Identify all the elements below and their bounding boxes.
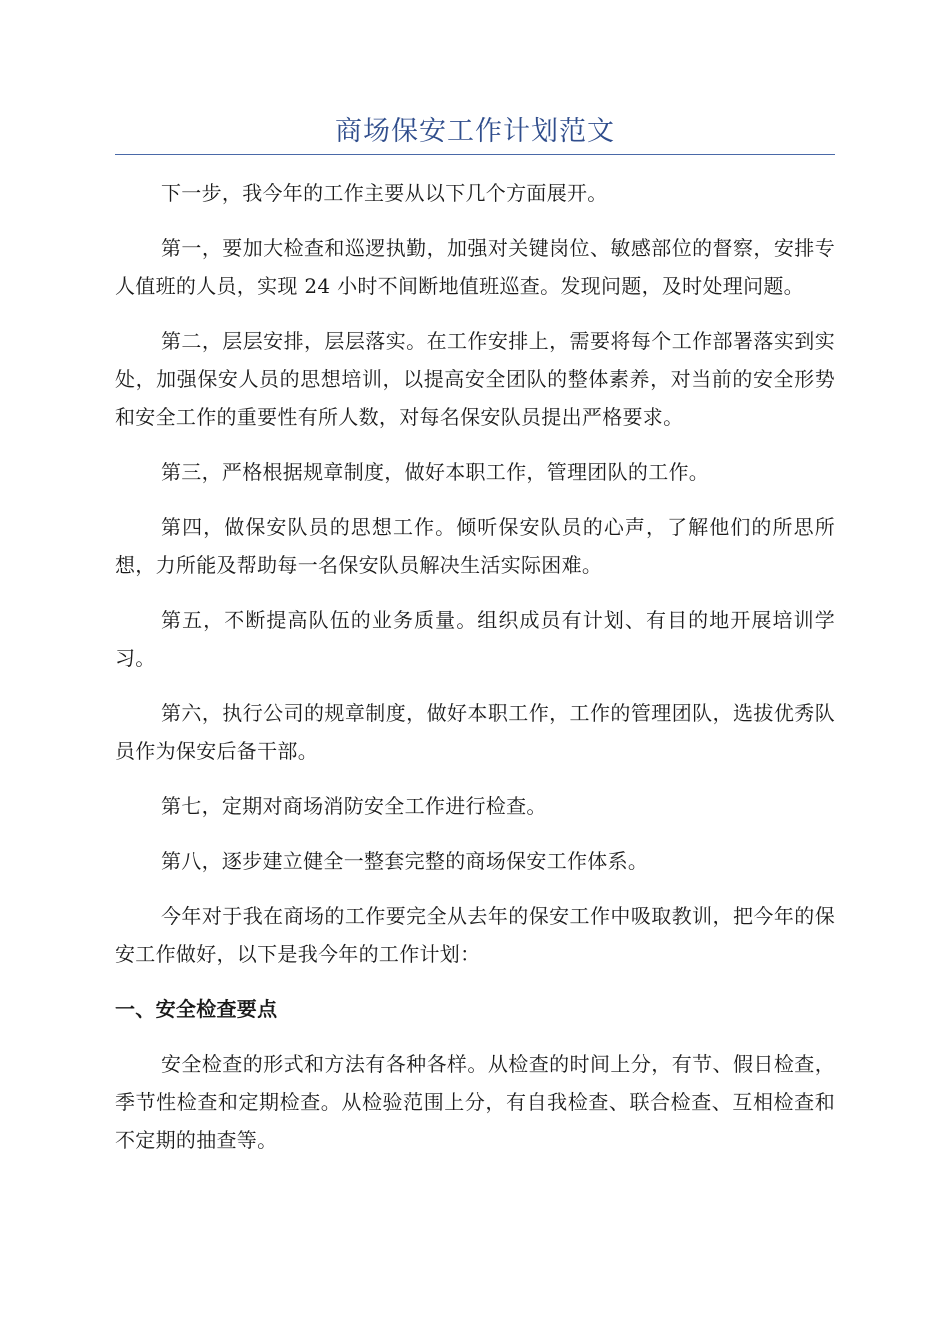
paragraph-item-3: 第三，严格根据规章制度，做好本职工作，管理团队的工作。: [161, 460, 710, 484]
section-heading: 一、安全检查要点: [115, 997, 278, 1021]
paragraph-item-5: 第五，不断提高队伍的业务质量。组织成员有计划、有目的地开展培训学习。: [115, 608, 835, 670]
paragraph-item-8: 第八，逐步建立健全一整套完整的商场保安工作体系。: [161, 849, 649, 873]
document-body: [115, 174, 835, 1176]
section-paragraph: 安全检查的形式和方法有各种各样。从检查的时间上分，有节、假日检查，季节性检查和定期检查。从检验范围上分，有自我检查、联合检查、互相检查和不定期的抽查等。: [115, 1052, 835, 1152]
paragraph-item-2: 第二，层层安排，层层落实。在工作安排上，需要将每个工作部署落实到实处，加强保安人员的思想培训，以提高安全团队的整体素养，对当前的安全形势和安全工作的重要性有所人数，对每名保安队员提出严格要求。: [115, 329, 835, 429]
title-underline: [115, 154, 835, 155]
paragraph-item-7: 第七，定期对商场消防安全工作进行检查。: [161, 794, 547, 818]
paragraph-item-6: 第六，执行公司的规章制度，做好本职工作，工作的管理团队，选拔优秀队员作为保安后备干部。: [115, 701, 835, 763]
paragraph-intro: 下一步，我今年的工作主要从以下几个方面展开。: [161, 181, 608, 205]
paragraph-item-1: 第一，要加大检查和巡逻执勤，加强对关键岗位、敏感部位的督察，安排专人值班的人员，实现 24 小时不间断地值班巡查。发现问题，及时处理问题。: [115, 236, 835, 298]
paragraph-plan-intro: 今年对于我在商场的工作要完全从去年的保安工作中吸取教训，把今年的保安工作做好，以下是我今年的工作计划：: [115, 904, 835, 966]
document-title: 商场保安工作计划范文: [335, 116, 615, 147]
paragraph-item-4: 第四，做保安队员的思想工作。倾听保安队员的心声，了解他们的所思所想，力所能及帮助每一名保安队员解决生活实际困难。: [115, 515, 835, 577]
